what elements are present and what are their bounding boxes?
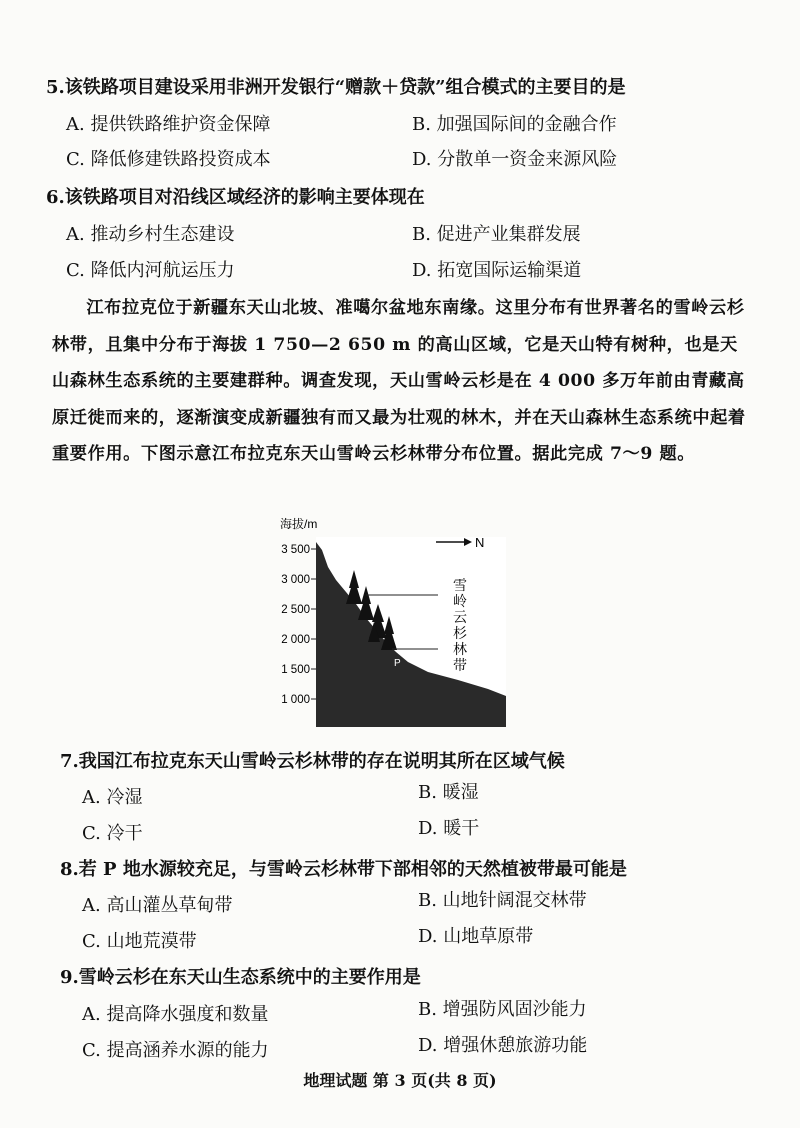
question-8-option-b: B. 山地针阔混交林带 xyxy=(418,890,587,911)
reading-passage xyxy=(52,290,752,473)
question-7-stem: 7.我国江布拉克东天山雪岭云杉林带的存在说明其所在区域气候 xyxy=(60,751,565,772)
question-6-option-c: C. 降低内河航运压力 xyxy=(66,260,235,281)
question-7-option-b: B. 暖湿 xyxy=(418,782,479,803)
question-8-option-d: D. 山地草原带 xyxy=(418,926,534,947)
y-axis-label: 海拔/m xyxy=(280,517,318,531)
north-label: N xyxy=(475,535,485,550)
question-7-option-c: C. 冷干 xyxy=(82,823,143,844)
question-6-option-b: B. 促进产业集群发展 xyxy=(412,224,581,245)
question-6-option-a: A. 推动乡村生态建设 xyxy=(66,224,235,245)
question-7-option-a: A. 冷湿 xyxy=(82,787,143,808)
question-8-option-a: A. 高山灌丛草甸带 xyxy=(82,895,233,916)
tick-label: 2 500 xyxy=(281,604,310,616)
spruce-belt-figure xyxy=(268,512,528,737)
question-6-stem: 6.该铁路项目对沿线区域经济的影响主要体现在 xyxy=(46,187,425,208)
elevation-profile-svg xyxy=(268,512,528,737)
question-9-option-d: D. 增强休憩旅游功能 xyxy=(418,1035,588,1056)
question-8-option-c: C. 山地荒漠带 xyxy=(82,931,197,952)
question-7-option-d: D. 暖干 xyxy=(418,818,480,839)
question-5-option-b: B. 加强国际间的金融合作 xyxy=(412,114,617,135)
tick-label: 3 500 xyxy=(281,544,310,556)
band-label: 雪岭云杉林带 xyxy=(453,578,467,674)
tick-label: 1 500 xyxy=(281,664,310,676)
page-footer: 地理试题 第 3 页(共 8 页) xyxy=(303,1071,497,1090)
tick-label: 1 000 xyxy=(281,694,310,706)
question-9-stem: 9.雪岭云杉在东天山生态系统中的主要作用是 xyxy=(60,967,421,988)
question-6-option-d: D. 拓宽国际运输渠道 xyxy=(412,260,582,281)
point-p-label: P xyxy=(394,658,401,669)
question-5-option-a: A. 提供铁路维护资金保障 xyxy=(66,114,271,135)
question-5-option-c: C. 降低修建铁路投资成本 xyxy=(66,149,271,170)
tick-label: 3 000 xyxy=(281,574,310,586)
question-8-stem: 8.若 P 地水源较充足，与雪岭云杉林带下部相邻的天然植被带最可能是 xyxy=(60,859,627,880)
question-5-stem: 5.该铁路项目建设采用非洲开发银行“赠款＋贷款”组合模式的主要目的是 xyxy=(46,77,626,98)
question-9-option-b: B. 增强防风固沙能力 xyxy=(418,999,587,1020)
question-9-option-a: A. 提高降水强度和数量 xyxy=(82,1004,269,1025)
passage-text: 江布拉克位于新疆东天山北坡、准噶尔盆地东南缘。这里分布有世界著名的雪岭云杉林带，且集中分布于海拔 1 750—2 650 m 的高山区域，它是天山特有树种，也是天山森林生态系统的主要建群种。调查发现，天山雪岭云杉是在 4 000 多万年前由青藏高原迁徙而来的，逐渐演变成新疆独有而又最为壮观的林木，并在天山森林生态系统中起着重要作用。下图示意江布拉克东天山雪岭云杉林带分布位置。据此完成 7～9 题。 xyxy=(52,298,746,464)
question-9-option-c: C. 提高涵养水源的能力 xyxy=(82,1040,269,1061)
question-5-option-d: D. 分散单一资金来源风险 xyxy=(412,149,618,170)
tick-label: 2 000 xyxy=(281,634,310,646)
